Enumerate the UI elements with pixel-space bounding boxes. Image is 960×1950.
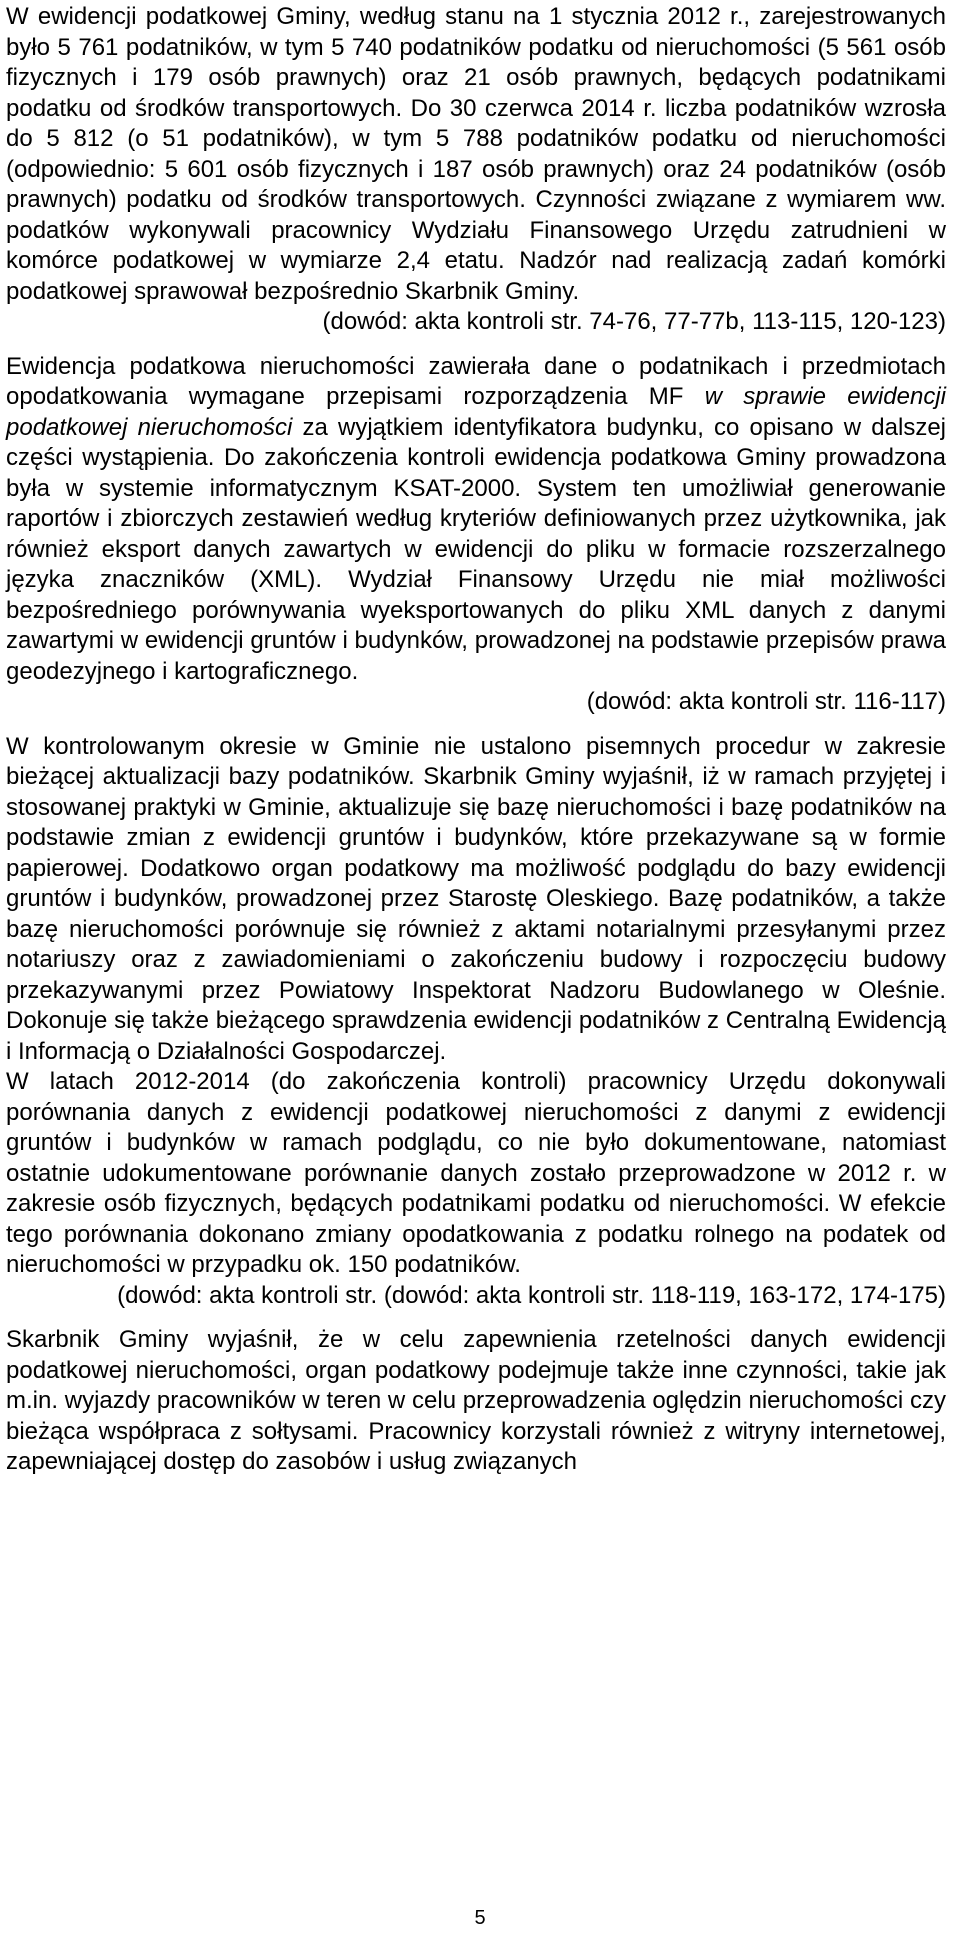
text-segment: za wyjątkiem identyfikatora budynku, co opisano w dalszej części wystąpienia. Do zakończenia kontroli ewidencja podatkowa Gminy prowadzona była w systemie informatycznym KSAT-2000. System ten umożliwiał generowanie raportów i zbiorczych zestawień według kryteriów definiowanych przez użytkownika, jak również eksport danych zawartych w ewidencji do pliku w formacie rozszerzalnego języka znaczników (XML). Wydział Finansowy Urzędu nie miał możliwości bezpośredniego porównywania wyeksportowanych do pliku XML danych z danymi zawartymi w ewidencji gruntów i budynków, prowadzonej na podstawie przepisów prawa geodezyjnego i kartograficznego. [6,413,946,685]
paragraph-spacer [6,338,946,352]
evidence-reference: (dowód: akta kontroli str. (dowód: akta kontroli str. 118-119, 163-172, 174-175) [117,1281,946,1309]
paragraph-treasurer-explanation: Skarbnik Gminy wyjaśnił, że w celu zapewnienia rzetelności danych ewidencji podatkowej nieruchomości, organ podatkowy podejmuje także inne czynności, takie jak m.in. wyjazdy pracowników w teren w celu przeprowadzenia oględzin nieruchomości czy bieżąca współpraca z sołtysami. Pracownicy korzystali również z witryny internetowej, zapewniającej dostęp do zasobów i usług związanych [6,1326,946,1475]
paragraph-tax-records-system [6,352,946,688]
paragraph-data-comparison: W latach 2012-2014 (do zakończenia kontroli) pracownicy Urzędu dokonywali porównania danych z ewidencji podatkowej nieruchomości z danymi z ewidencji gruntów i budynków w ramach podglądu, co nie było dokumentowane, natomiast ostatnie udokumentowane porównanie danych zostało przeprowadzone w 2012 r. w zakresie osób fizycznych, będących podatnikami podatku od nieruchomości. W efekcie tego porównania dokonano zmiany opodatkowania z podatku rolnego na podatek od nieruchomości w przypadku ok. 150 podatników. [6,1068,946,1278]
evidence-reference: (dowód: akta kontroli str. 116-117) [586,688,946,715]
evidence-reference: (dowód: akta kontroli str. 74-76, 77-77b, 113-115, 120-123) [322,308,946,335]
paragraph-spacer [6,1311,946,1325]
italic-regulation-title: w sprawie ewidencji podatkowej nieruchomości [6,383,947,441]
paragraph-taxpayer-register: W ewidencji podatkowej Gminy, według stanu na 1 stycznia 2012 r., zarejestrowanych było 5 761 podatników, w tym 5 740 podatników podatku od nieruchomości (5 561 osób fizycznych i 179 osób prawnych) oraz 21 osób prawnych, będących podatnikami podatku od środków transportowych. Do 30 czerwca 2014 r. liczba podatników wzrosła do 5 812 (o 51 podatników), w tym 5 788 podatników podatku od nieruchomości (odpowiednio: 5 601 osób fizycznych i 187 osób prawnych) oraz 24 podatników (osób prawnych) podatku od środków transportowych. Czynności związane z wymiarem ww. podatków wykonywali pracownicy Wydziału Finansowego Urzędu zatrudnieni w komórce podatkowej w wymiarze 2,4 etatu. Nadzór nad realizacją zadań komórki podatkowej sprawował bezpośrednio Skarbnik Gminy. [6,3,946,305]
paragraph-spacer [6,718,946,732]
text-segment: Ewidencja podatkowa nieruchomości zawierała dane o podatnikach i przedmiotach opodatkowania wymagane przepisami rozporządzenia MF [6,352,946,410]
paragraph-database-updates: W kontrolowanym okresie w Gminie nie ustalono pisemnych procedur w zakresie bieżącej aktualizacji bazy podatników. Skarbnik Gminy wyjaśnił, iż w ramach przyjętej i stosowanej praktyki w Gminie, aktualizuje się bazę nieruchomości i bazę podatników na podstawie zmian z ewidencji gruntów i budynków, które przekazywane są w formie papierowej. Dodatkowo organ podatkowy ma możliwość podglądu do bazy ewidencji gruntów i budynków, prowadzonej przez Starostę Oleskiego. Bazę podatników, a także bazę nieruchomości porównuje się również z aktami notarialnymi przesyłanymi przez notariuszy oraz z zawiadomieniami o zakończeniu budowy i rozpoczęciu budowy przekazywanymi przez Powiatowy Inspektorat Nadzoru Budowlanego w Oleśnie. Dokonuje się także bieżącego sprawdzenia ewidencji podatników z Centralną Ewidencją i Informacją o Działalności Gospodarczej. [6,732,946,1065]
page-number: 5 [474,1907,486,1929]
